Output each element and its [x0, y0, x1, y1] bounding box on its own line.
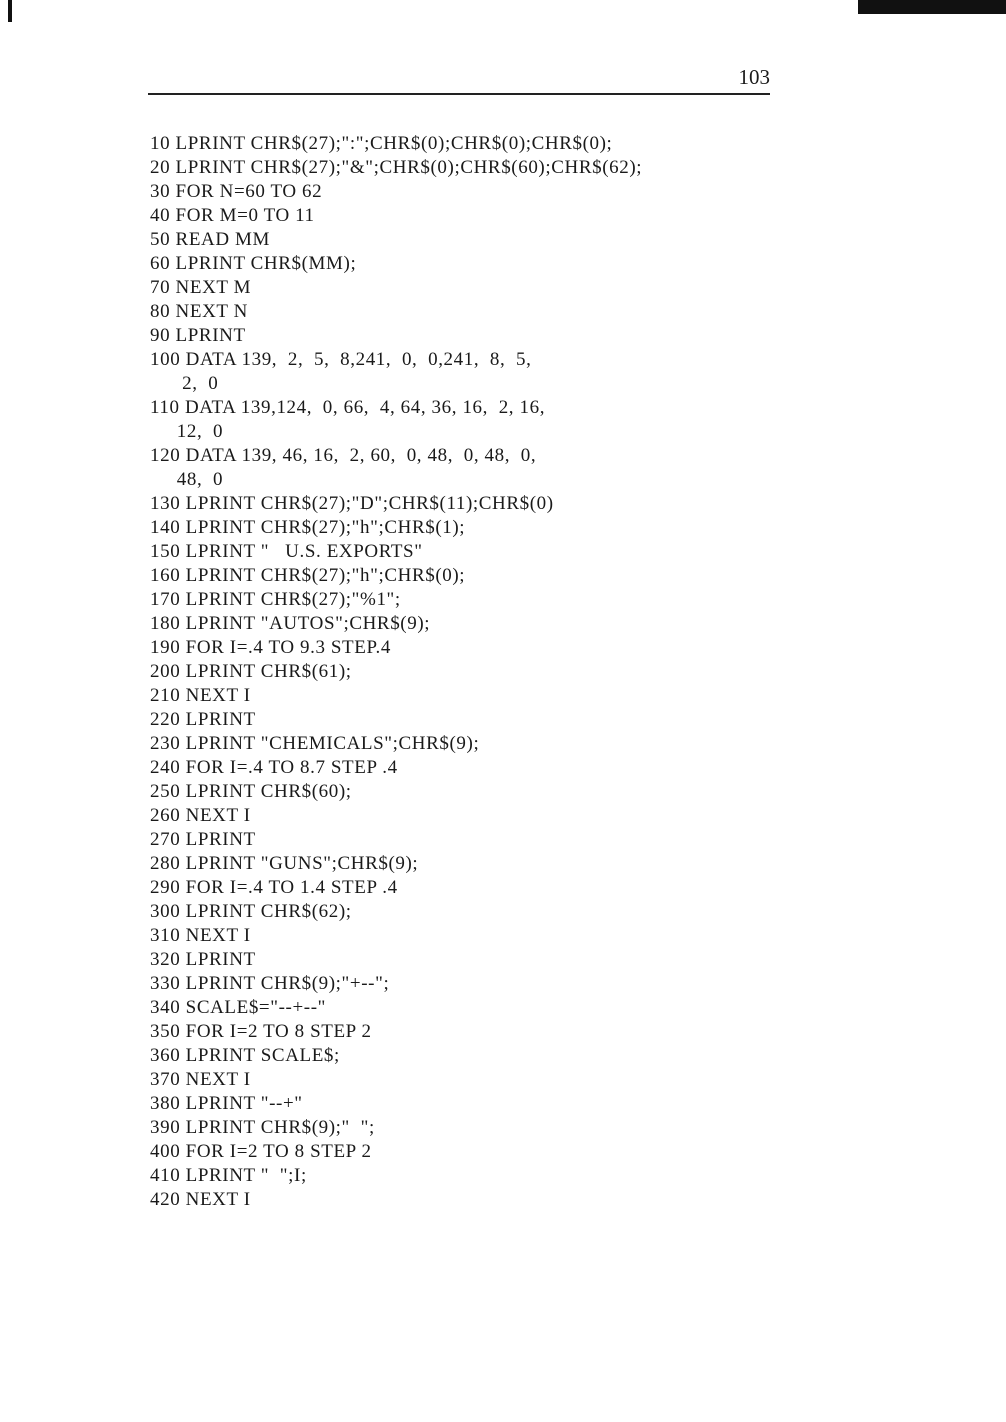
code-line: 420 NEXT I [150, 1189, 251, 1210]
code-line: 220 LPRINT [150, 709, 256, 730]
code-line: 310 NEXT I [150, 925, 251, 946]
code-line: 160 LPRINT CHR$(27);"h";CHR$(0); [150, 565, 466, 586]
code-line: 90 LPRINT [150, 325, 246, 346]
code-line: 180 LPRINT "AUTOS";CHR$(9); [150, 613, 431, 634]
code-line: 150 LPRINT " U.S. EXPORTS" [150, 541, 423, 562]
code-line: 100 DATA 139, 2, 5, 8,241, 0, 0,241, 8, 5, [150, 349, 532, 370]
code-line: 130 LPRINT CHR$(27);"D";CHR$(11);CHR$(0) [150, 493, 554, 514]
code-line-continuation: 2, 0 [150, 373, 219, 394]
page-edge-mark [8, 0, 12, 22]
page-corner-bar [858, 0, 1006, 14]
code-line: 280 LPRINT "GUNS";CHR$(9); [150, 853, 419, 874]
code-line: 340 SCALE$="--+--" [150, 997, 326, 1018]
code-line: 270 LPRINT [150, 829, 256, 850]
code-line: 20 LPRINT CHR$(27);"&";CHR$(0);CHR$(60);CHR$(62); [150, 157, 643, 178]
code-line: 40 FOR M=0 TO 11 [150, 205, 315, 226]
code-line: 410 LPRINT " ";I; [150, 1165, 307, 1186]
code-line: 300 LPRINT CHR$(62); [150, 901, 352, 922]
code-line: 190 FOR I=.4 TO 9.3 STEP.4 [150, 637, 391, 658]
header-rule [148, 93, 770, 95]
code-line: 140 LPRINT CHR$(27);"h";CHR$(1); [150, 517, 466, 538]
basic-program-listing [150, 132, 850, 1212]
code-line: 250 LPRINT CHR$(60); [150, 781, 352, 802]
code-line: 380 LPRINT "--+" [150, 1093, 303, 1114]
code-line: 120 DATA 139, 46, 16, 2, 60, 0, 48, 0, 48, 0, [150, 445, 537, 466]
code-line: 330 LPRINT CHR$(9);"+--"; [150, 973, 390, 994]
code-line: 390 LPRINT CHR$(9);" "; [150, 1117, 375, 1138]
code-line: 230 LPRINT "CHEMICALS";CHR$(9); [150, 733, 480, 754]
code-line: 400 FOR I=2 TO 8 STEP 2 [150, 1141, 372, 1162]
code-line: 60 LPRINT CHR$(MM); [150, 253, 357, 274]
code-line: 200 LPRINT CHR$(61); [150, 661, 352, 682]
code-line: 210 NEXT I [150, 685, 251, 706]
code-line: 10 LPRINT CHR$(27);":";CHR$(0);CHR$(0);CHR$(0); [150, 133, 613, 154]
code-line: 320 LPRINT [150, 949, 256, 970]
code-line: 170 LPRINT CHR$(27);"%1"; [150, 589, 401, 610]
code-line: 290 FOR I=.4 TO 1.4 STEP .4 [150, 877, 398, 898]
code-line: 350 FOR I=2 TO 8 STEP 2 [150, 1021, 372, 1042]
code-line: 370 NEXT I [150, 1069, 251, 1090]
code-line: 260 NEXT I [150, 805, 251, 826]
code-line: 30 FOR N=60 TO 62 [150, 181, 323, 202]
code-line-continuation: 48, 0 [150, 469, 224, 490]
code-line: 240 FOR I=.4 TO 8.7 STEP .4 [150, 757, 398, 778]
code-line: 360 LPRINT SCALE$; [150, 1045, 340, 1066]
page-number: 103 [738, 65, 770, 89]
code-line: 110 DATA 139,124, 0, 66, 4, 64, 36, 16, 2, 16, [150, 397, 546, 418]
code-line: 80 NEXT N [150, 301, 248, 322]
code-line: 70 NEXT M [150, 277, 252, 298]
code-line: 50 READ MM [150, 229, 271, 250]
code-line-continuation: 12, 0 [150, 421, 224, 442]
